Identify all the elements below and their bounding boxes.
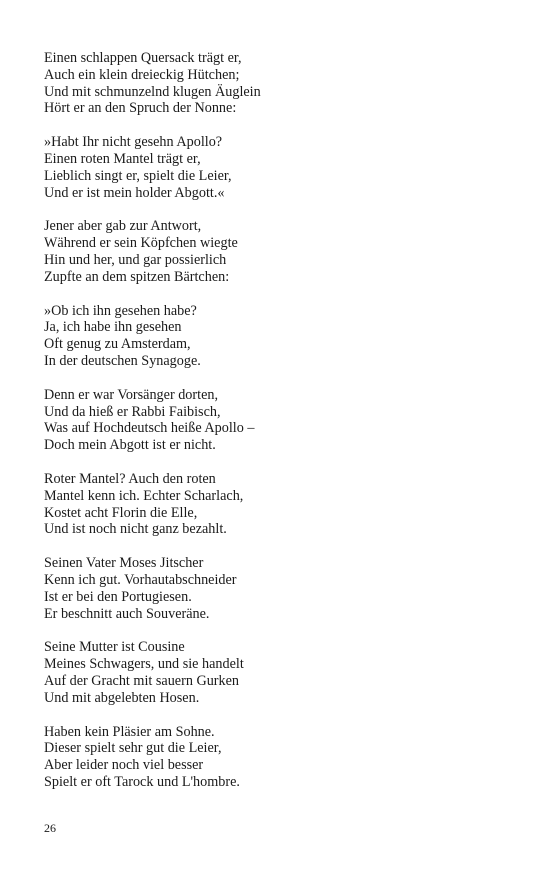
verse-line: Zupfte an dem spitzen Bärtchen: [44, 268, 230, 285]
verse-line: »Ob ich ihn gesehen habe? [44, 302, 197, 319]
stanza [44, 50, 261, 117]
verse-line: Spielt er oft Tarock und L'hombre. [44, 773, 240, 790]
verse-line: Einen schlappen Quersack trägt er, [44, 50, 242, 66]
verse-line: Auf der Gracht mit sauern Gurken [44, 672, 240, 689]
stanza [44, 218, 261, 285]
verse-line: Meines Schwagers, und sie handelt [44, 656, 244, 673]
verse-line: Und mit schmunzelnd klugen Äuglein [44, 83, 261, 100]
verse-line: Und mit abgelebten Hosen. [44, 689, 200, 706]
stanza [44, 555, 261, 622]
verse-line: Er beschnitt auch Souveräne. [44, 605, 210, 622]
verse-line: Doch mein Abgott ist er nicht. [44, 437, 216, 454]
verse-line: Und da hieß er Rabbi Faibisch, [44, 403, 221, 420]
verse-line: »Habt Ihr nicht gesehn Apollo? [44, 134, 223, 151]
verse-line: Roter Mantel? Auch den roten [44, 470, 216, 487]
stanza [44, 387, 261, 454]
verse-line: Und ist noch nicht ganz bezahlt. [44, 521, 227, 538]
poem-text [44, 50, 261, 808]
verse-line: Haben kein Pläsier am Sohne. [44, 723, 215, 740]
verse-line: Kostet acht Florin die Elle, [44, 504, 198, 521]
verse-line: Kenn ich gut. Vorhautabschneider [44, 571, 237, 588]
verse-line: Aber leider noch viel besser [44, 757, 204, 774]
stanza [44, 639, 261, 706]
stanza [44, 303, 261, 370]
verse-line: Hört er an den Spruch der Nonne: [44, 100, 237, 117]
verse-line: Denn er war Vorsänger dorten, [44, 386, 219, 403]
verse-line: In der deutschen Synagoge. [44, 352, 201, 369]
verse-line: Seine Mutter ist Cousine [44, 639, 185, 656]
stanza [44, 724, 261, 791]
verse-line: Was auf Hochdeutsch heiße Apollo – [44, 420, 255, 437]
verse-line: Dieser spielt sehr gut die Leier, [44, 740, 222, 757]
verse-line: Ja, ich habe ihn gesehen [44, 319, 182, 336]
verse-line: Jener aber gab zur Antwort, [44, 218, 202, 235]
verse-line: Mantel kenn ich. Echter Scharlach, [44, 487, 244, 504]
verse-line: Ist er bei den Portugiesen. [44, 588, 192, 605]
stanza [44, 471, 261, 538]
verse-line: Und er ist mein holder Abgott.« [44, 184, 225, 201]
verse-line: Hin und her, und gar possierlich [44, 251, 227, 268]
verse-line: Seinen Vater Moses Jitscher [44, 555, 204, 572]
verse-line: Einen roten Mantel trägt er, [44, 150, 201, 167]
verse-line: Während er sein Köpfchen wiegte [44, 235, 238, 252]
verse-line: Oft genug zu Amsterdam, [44, 336, 191, 353]
verse-line: Auch ein klein dreieckig Hütchen; [44, 66, 240, 83]
page-number: 26 [44, 821, 56, 835]
stanza [44, 134, 261, 201]
verse-line: Lieblich singt er, spielt die Leier, [44, 167, 232, 184]
